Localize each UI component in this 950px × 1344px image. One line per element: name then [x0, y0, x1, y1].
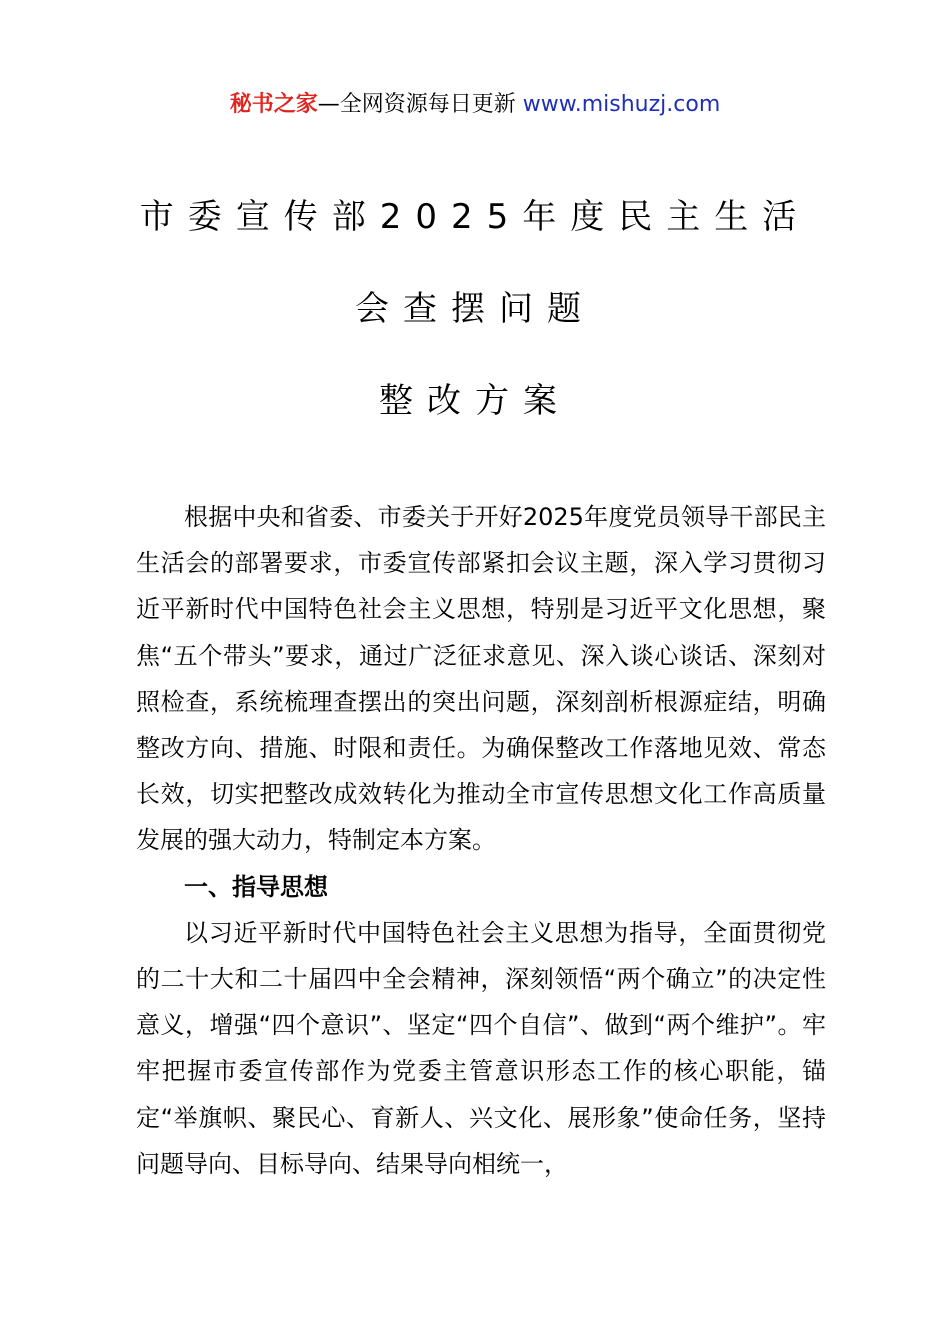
site-brand: 秘书之家: [229, 92, 318, 117]
header-separator: —: [317, 92, 340, 117]
guiding-ideology-paragraph: 以习近平新时代中国特色社会主义思想为指导，全面贯彻党的二十大和二十届四中全会精神，深刻领悟“两个确立”的决定性意义，增强“四个意识”、坚定“四个自信”、做到“两个维护”。牢牢把握市委宣传部作为党委主管意识形态工作的核心职能，锚定“举旗帜、聚民心、育新人、兴文化、展形象”使命任务，坚持问题导向、目标导向、结果导向相统一，: [136, 918, 826, 1178]
document-title-line-2: 会查摆问题: [355, 289, 595, 329]
intro-paragraph: 根据中央和省委、市委关于开好2025年度党员领导干部民主生活会的部署要求，市委宣传部紧扣会议主题，深入学习贯彻习近平新时代中国特色社会主义思想，特别是习近平文化思想，聚焦“五个带头”要求，通过广泛征求意见、深入谈心谈话、深刻对照检查，系统梳理查摆出的突出问题，深刻剖析根源症结，明确整改方向、措施、时限和责任。为确保整改工作落地见效、常态长效，切实把整改成效转化为推动全市宣传思想文化工作高质量发展的强大动力，特制定本方案。: [136, 503, 826, 855]
site-header: [0, 88, 950, 122]
section-heading-guiding-ideology: 一、指导思想: [184, 872, 328, 901]
site-url-link[interactable]: www.mishuzj.com: [522, 92, 721, 117]
header-tagline: 全网资源每日更新: [339, 92, 516, 117]
document-body: [136, 494, 826, 1187]
document-title-line-3: 整改方案: [379, 381, 571, 421]
document-title-line-1: 市委宣传部2025年度民主生活: [139, 197, 811, 237]
